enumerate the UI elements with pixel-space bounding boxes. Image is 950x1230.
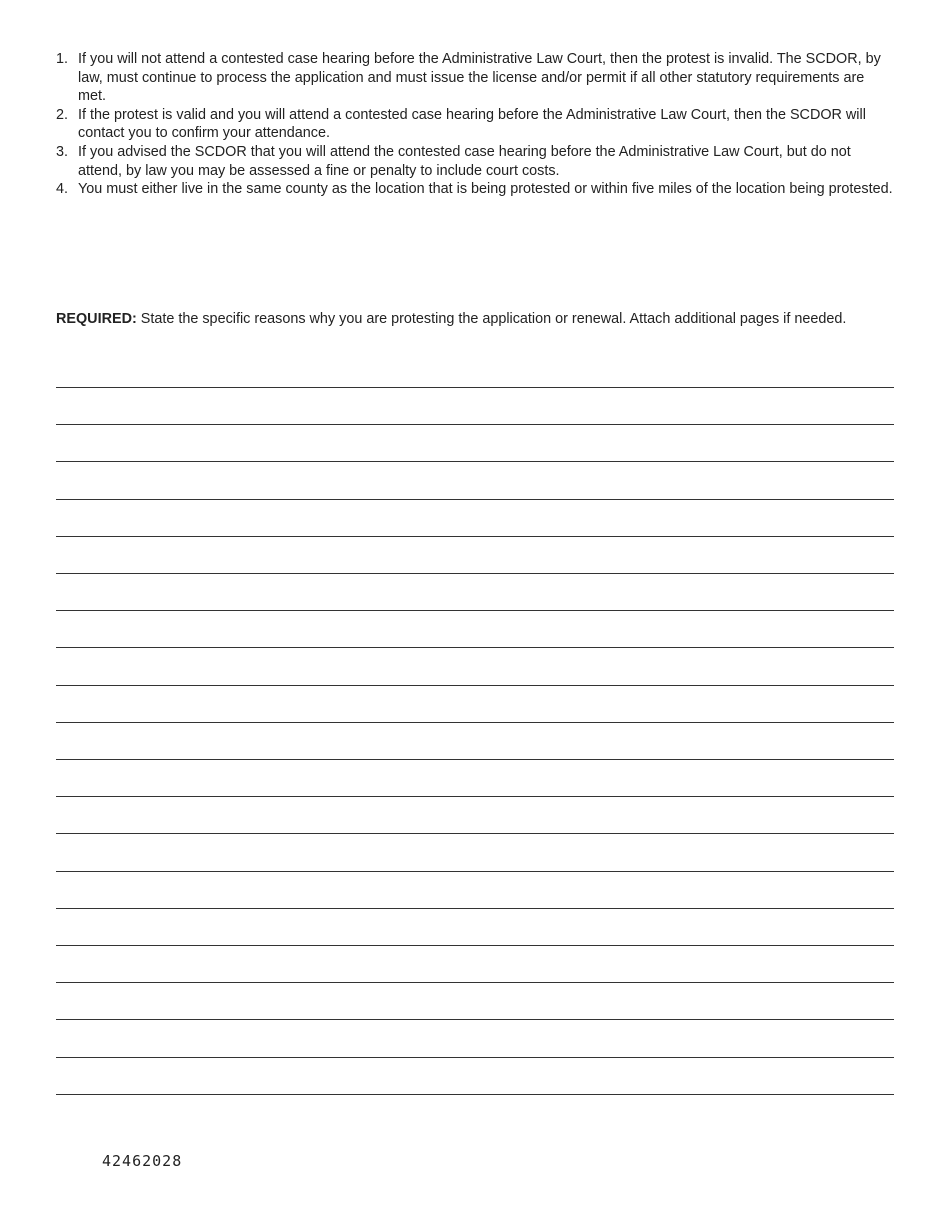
item-number: 1.: [56, 51, 69, 67]
item-number: 4.: [56, 181, 69, 198]
item-text: You must either live in the same county as the location that is being protested or within five miles of the location being protested.: [78, 181, 893, 198]
item-number: 3.: [56, 143, 69, 160]
writing-line[interactable]: [56, 424, 894, 425]
writing-line[interactable]: [56, 759, 894, 760]
writing-line[interactable]: [56, 982, 894, 983]
writing-line[interactable]: [56, 610, 894, 611]
writing-line[interactable]: [56, 536, 894, 537]
item-number: 2.: [56, 106, 69, 123]
writing-line[interactable]: [56, 722, 894, 723]
writing-line[interactable]: [56, 908, 894, 909]
instruction-item: [56, 180, 896, 199]
writing-line[interactable]: [56, 1057, 894, 1058]
writing-line[interactable]: [56, 685, 894, 686]
writing-line[interactable]: [56, 945, 894, 946]
item-text: If the protest is valid and you will attend a contested case hearing before the Administrative Law Court, then the SCDOR will contact you to confirm your attendance.: [78, 106, 866, 142]
writing-line[interactable]: [56, 647, 894, 648]
required-label: REQUIRED:: [56, 311, 137, 327]
writing-line[interactable]: [56, 833, 894, 834]
writing-line[interactable]: [56, 796, 894, 797]
item-text: If you will not attend a contested case hearing before the Administrative Law Court, then the protest is invalid. The SCDOR, by law, must continue to process the application and must issue the license and/or permit if all other statutory requirements are met.: [78, 51, 881, 105]
instruction-item: [56, 50, 896, 106]
required-text: State the specific reasons why you are protesting the application or renewal. Attach additional pages if needed.: [136, 311, 847, 327]
instructions-list: [56, 50, 896, 199]
form-number: 42462028: [102, 1152, 183, 1170]
writing-line[interactable]: [56, 499, 894, 500]
writing-line[interactable]: [56, 387, 894, 388]
writing-line[interactable]: [56, 1094, 894, 1095]
writing-line[interactable]: [56, 871, 894, 872]
instruction-item: [56, 143, 896, 180]
required-statement: [56, 310, 876, 329]
writing-line[interactable]: [56, 461, 894, 462]
item-text: If you advised the SCDOR that you will attend the contested case hearing before the Administrative Law Court, but do not attend, by law you may be assessed a fine or penalty to include court costs.: [78, 143, 851, 179]
writing-line[interactable]: [56, 1019, 894, 1020]
writing-line[interactable]: [56, 573, 894, 574]
instruction-item: [56, 106, 896, 143]
